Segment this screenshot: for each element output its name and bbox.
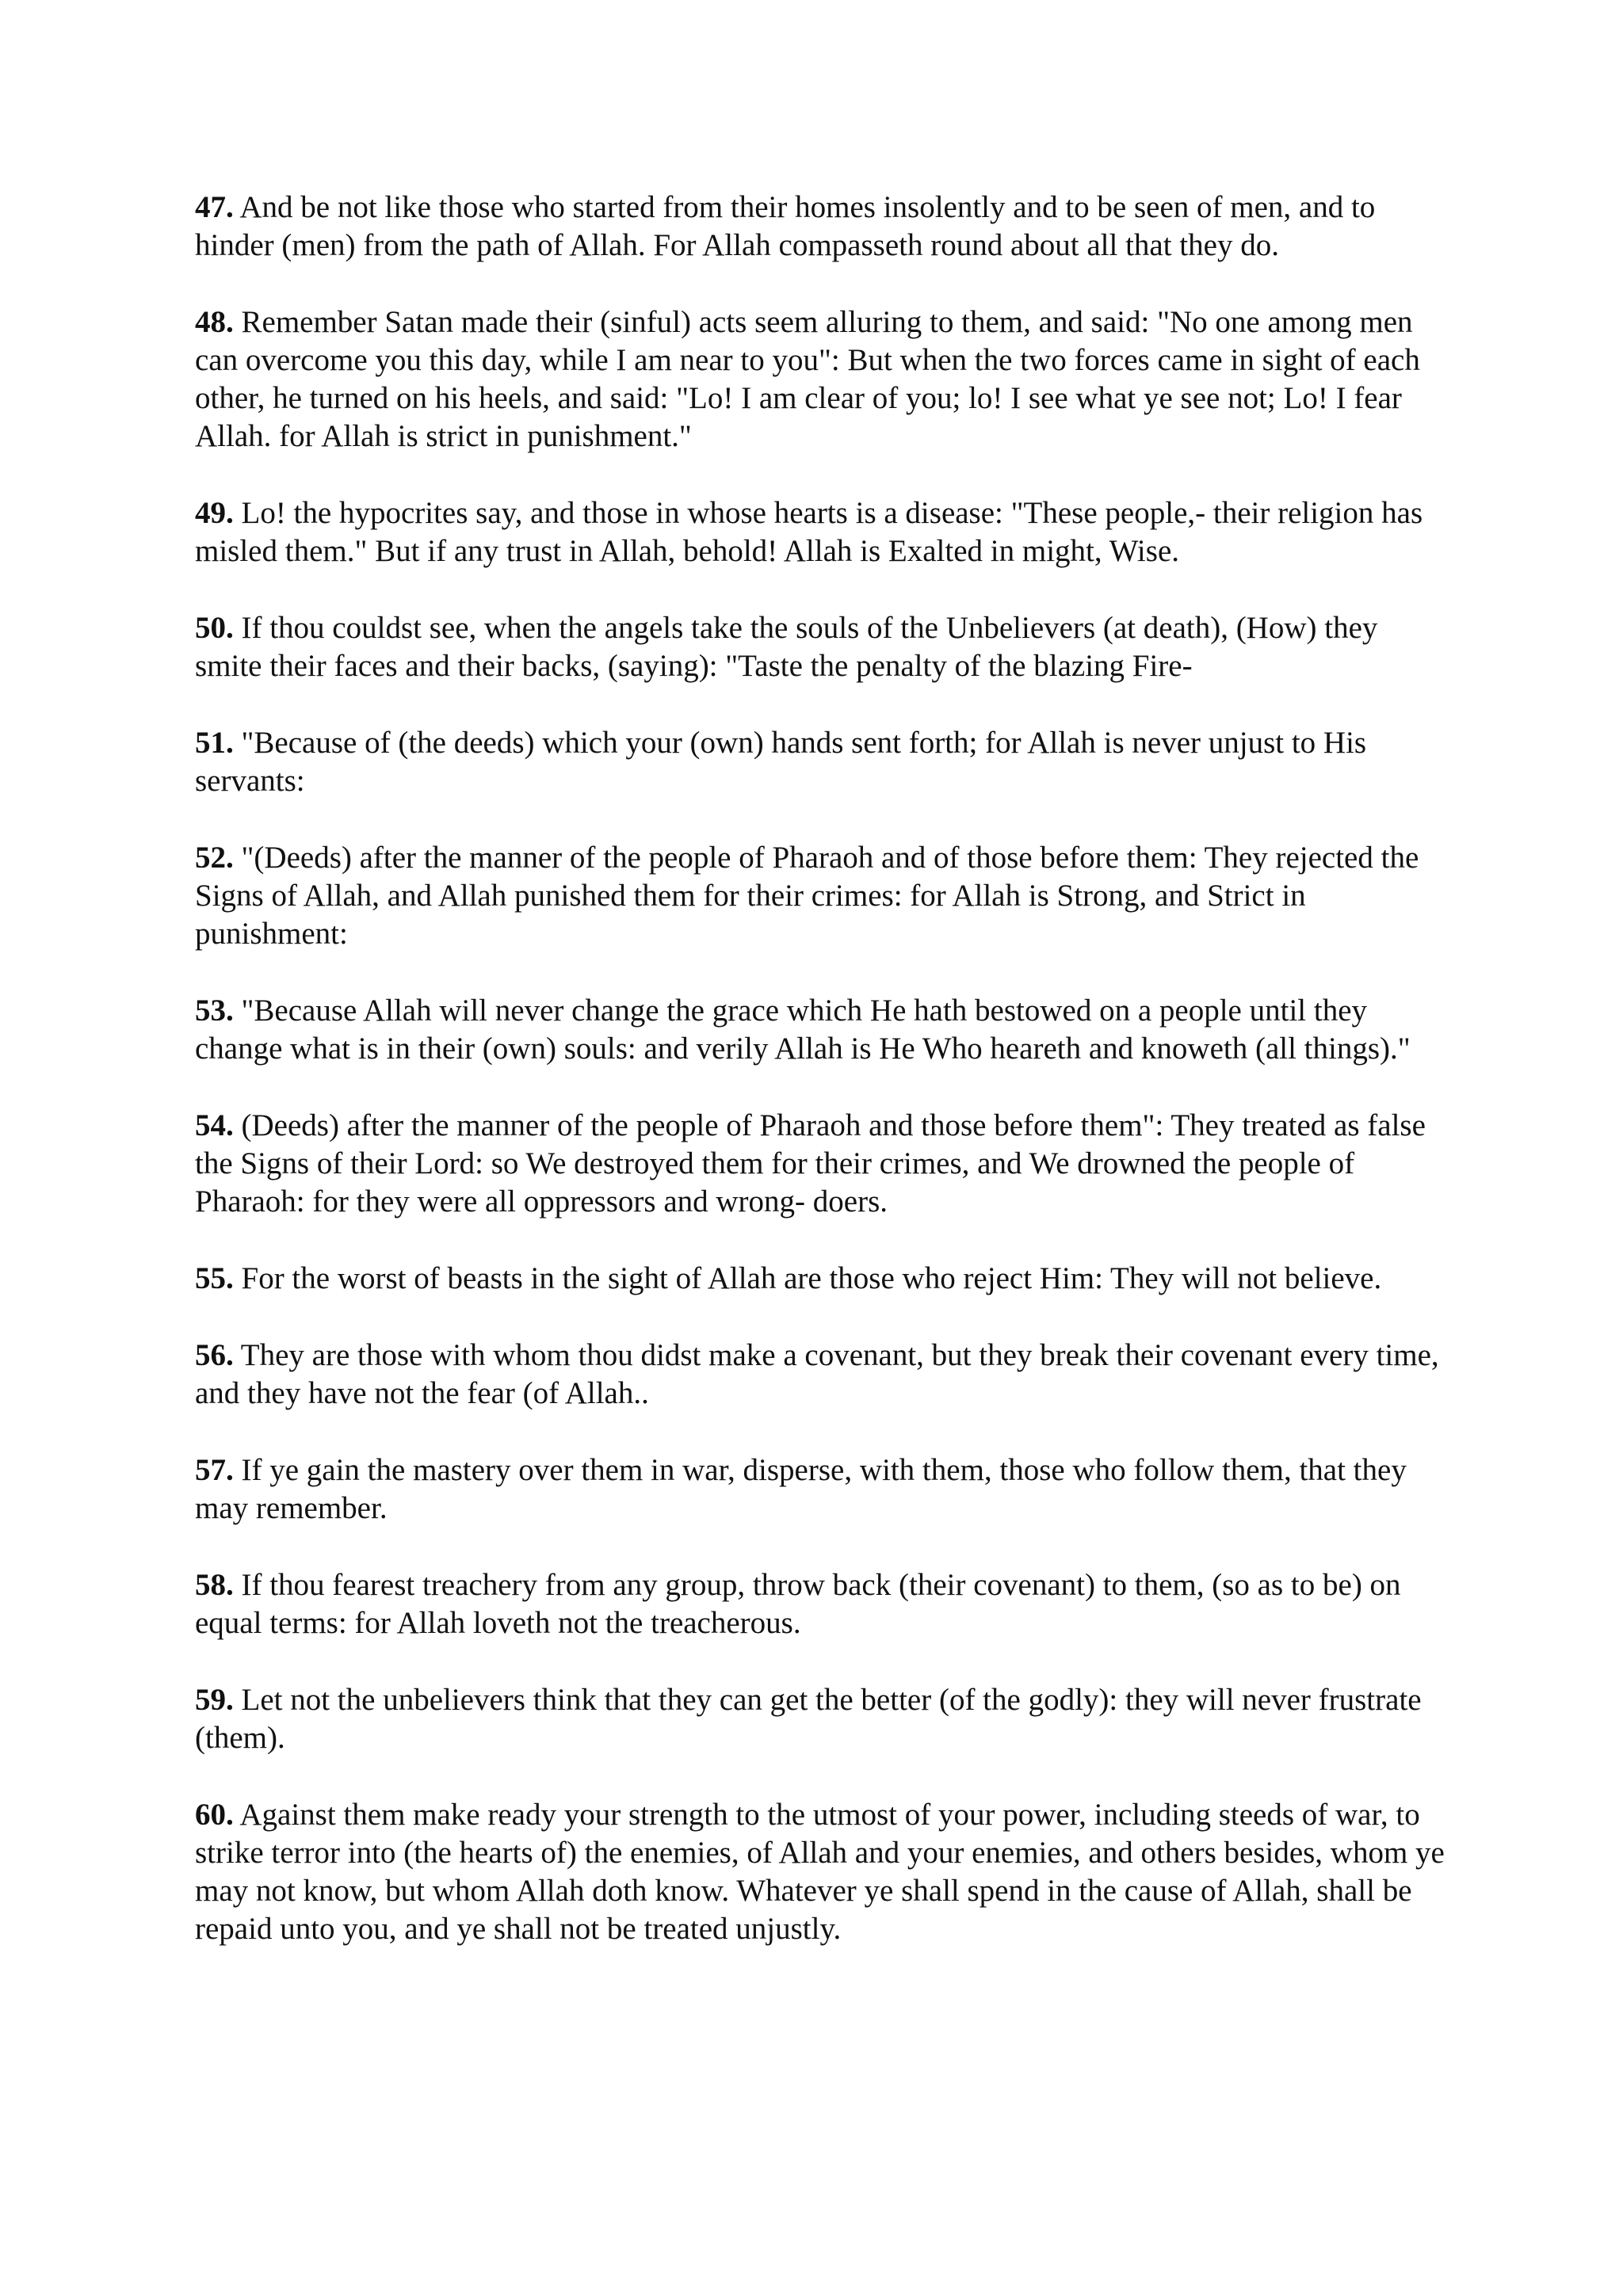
verse-60 [195, 1796, 1447, 1948]
verse-text: "(Deeds) after the manner of the people of Pharaoh and of those before them: They rejected the Signs of Allah, and Allah punished them for their crimes: for Allah is Strong, and Strict in punishment: [195, 841, 1419, 951]
verse-text: If thou couldst see, when the angels take the souls of the Unbelievers (at death), (How) they smite their faces and their backs, (saying): "Taste the penalty of the blazing Fire- [195, 611, 1378, 683]
verse-number: 60. [195, 1798, 234, 1832]
verse-text: And be not like those who started from their homes insolently and to be seen of men, and to hinder (men) from the path of Allah. For Allah compasseth round about all that they do. [195, 190, 1376, 262]
verse-number: 47. [195, 190, 234, 224]
verse-55 [195, 1260, 1447, 1298]
document-page [195, 189, 1447, 1987]
verse-number: 50. [195, 611, 234, 645]
verse-53 [195, 992, 1447, 1068]
verse-number: 59. [195, 1683, 234, 1717]
verse-number: 58. [195, 1568, 234, 1602]
verse-text: Lo! the hypocrites say, and those in whose hearts is a disease: "These people,- their religion has misled them." But if any trust in Allah, behold! Allah is Exalted in might, Wise. [195, 496, 1423, 568]
verse-text: Let not the unbelievers think that they can get the better (of the godly): they will never frustrate (them). [195, 1683, 1422, 1755]
verse-number: 54. [195, 1108, 234, 1142]
verse-49 [195, 494, 1447, 570]
verse-51 [195, 724, 1447, 800]
verse-52 [195, 839, 1447, 953]
verse-number: 49. [195, 496, 234, 530]
verse-text: For the worst of beasts in the sight of Allah are those who reject Him: They will not believe. [233, 1261, 1382, 1295]
verse-text: "Because of (the deeds) which your (own) hands sent forth; for Allah is never unjust to His servants: [195, 726, 1367, 798]
verse-number: 53. [195, 994, 234, 1028]
verse-text: "Because Allah will never change the grace which He hath bestowed on a people until they change what is in their (own) souls: and verily Allah is He Who heareth and knoweth (all things)." [195, 994, 1411, 1066]
verse-59 [195, 1681, 1447, 1757]
verse-54 [195, 1107, 1447, 1221]
verse-text: Against them make ready your strength to the utmost of your power, including steeds of war, to strike terror into (the hearts of) the enemies, of Allah and your enemies, and others besides, whom ye may not know, but whom Allah doth know. Whatever ye shall spend in the cause of Allah, shall be repaid unto you, and ye shall not be treated unjustly. [195, 1798, 1445, 1946]
verse-text: They are those with whom thou didst make a covenant, but they break their covenant every time, and they have not the fear (of Allah.. [195, 1338, 1439, 1410]
verse-47 [195, 189, 1447, 265]
verse-number: 52. [195, 841, 234, 875]
verse-number: 57. [195, 1453, 234, 1487]
verse-number: 48. [195, 305, 234, 339]
verse-58 [195, 1566, 1447, 1642]
verse-number: 55. [195, 1261, 234, 1295]
verse-text: (Deeds) after the manner of the people of Pharaoh and those before them": They treated as false the Signs of their Lord: so We destroyed them for their crimes, and We drowned the people of Pharaoh: for they were all oppressors and wrong- doers. [195, 1108, 1426, 1219]
verse-48 [195, 303, 1447, 456]
verse-number: 51. [195, 726, 234, 760]
verse-text: Remember Satan made their (sinful) acts seem alluring to them, and said: "No one among men can overcome you this day, while I am near to you": But when the two forces came in sight of each other, he turned on his heels, and said: "Lo! I am clear of you; lo! I see what ye see not; Lo! I fear Allah. for Allah is strict in punishment." [195, 305, 1420, 453]
verse-57 [195, 1451, 1447, 1527]
verse-50 [195, 609, 1447, 685]
verse-text: If thou fearest treachery from any group, throw back (their covenant) to them, (so as to be) on equal terms: for Allah loveth not the treacherous. [195, 1568, 1401, 1640]
verse-56 [195, 1337, 1447, 1413]
verse-number: 56. [195, 1338, 234, 1372]
verse-text: If ye gain the mastery over them in war, disperse, with them, those who follow them, that they may remember. [195, 1453, 1407, 1525]
